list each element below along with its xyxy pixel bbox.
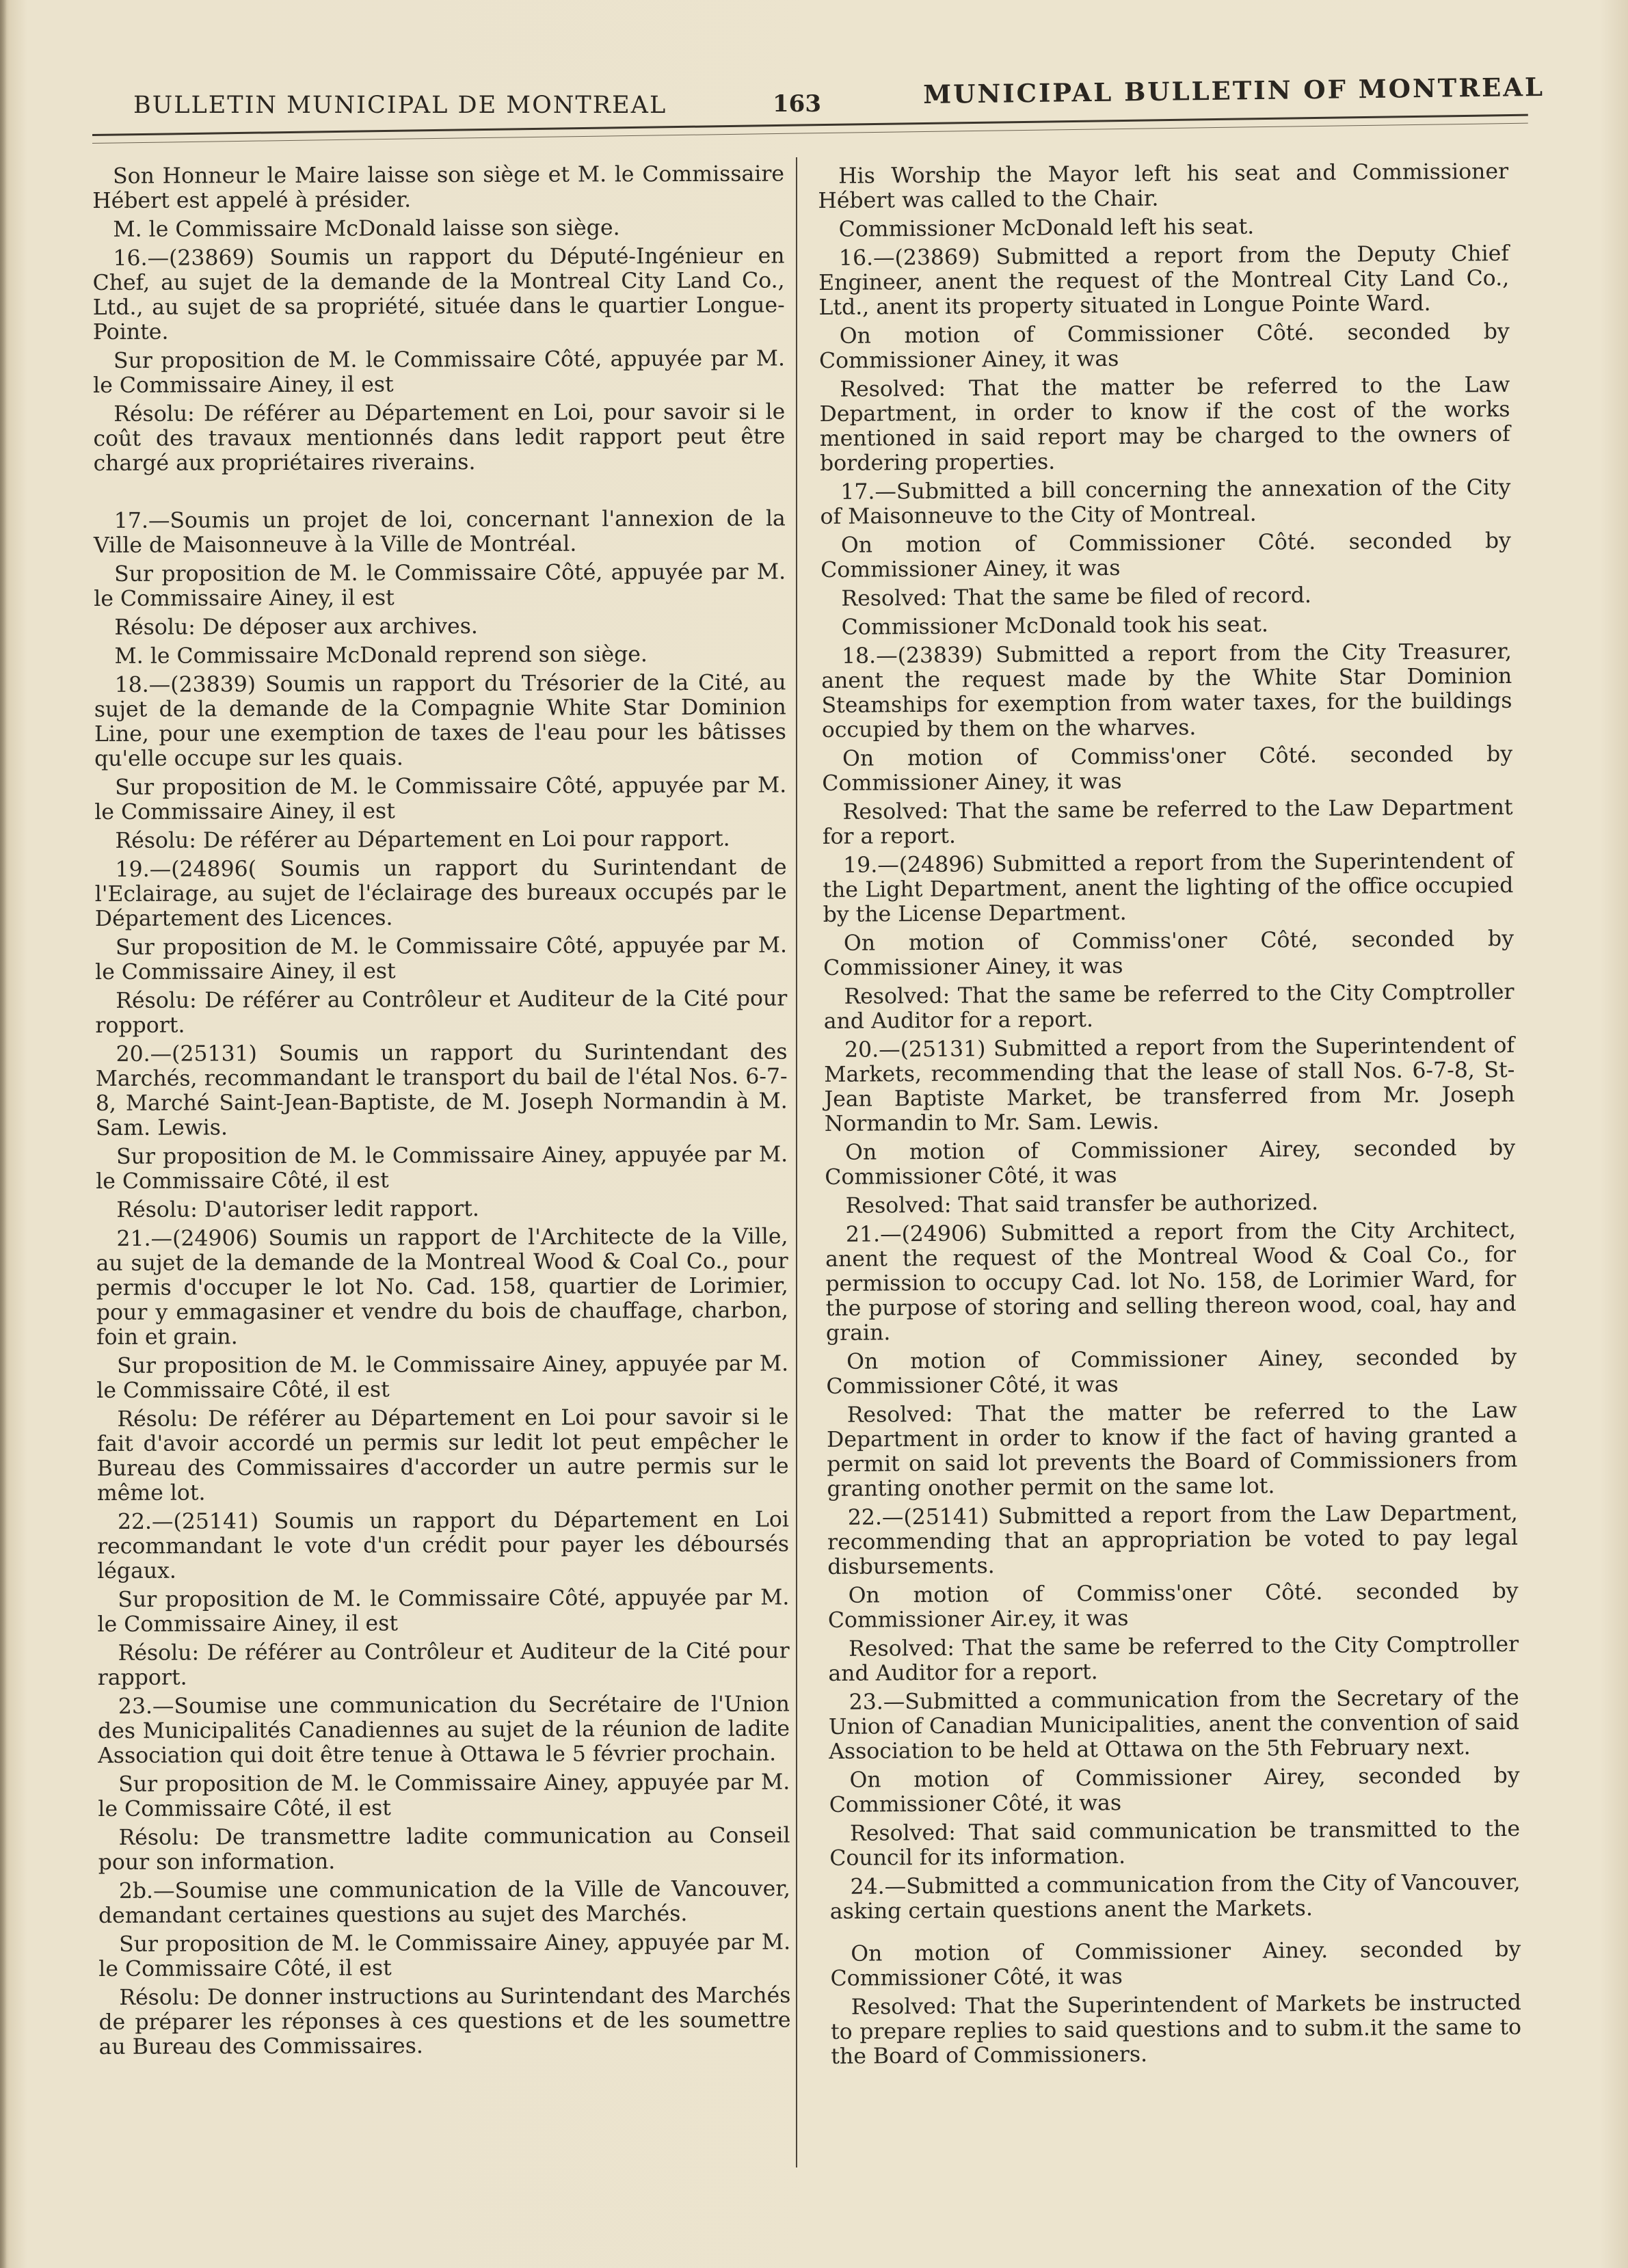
- en-paragraph: 22.—(25141) Submitted a report from the Law Department, recommending that an appropriation be voted to pay legal disbursements.: [827, 1500, 1519, 1579]
- fr-paragraph: 18.—(23839) Soumis un rapport du Trésorier de la Cité, au sujet de la demande de la Compagnie White Star Dominion Line, pour une exemption de taxes de l'eau pour les bâtisses qu'elle occupe sur les quais.: [94, 670, 786, 771]
- french-column: [92, 161, 791, 2064]
- fr-paragraph: Sur proposition de M. le Commissaire Ainey, appuyée par M. le Commissaire Côté, il est: [98, 1770, 790, 1822]
- en-paragraph: On motion of Commissioner Côté. seconded by Commissioner Ainey, it was: [818, 319, 1510, 373]
- en-paragraph: 20.—(25131) Submitted a report from the Superintendent of Markets, recommending that the lease of stall Nos. 6-7-8, St-Jean Baptiste Market, be transferred from Mr. Joseph Normandin to Mr. Sam. Lewis.: [824, 1032, 1515, 1136]
- page-number: 163: [773, 90, 821, 118]
- header-english-title: MUNICIPAL BULLETIN OF MONTREAL: [923, 71, 1545, 109]
- en-paragraph: Resolved: That the matter be referred to the Law Department, in order to know if the cost of the works mentioned in said report may be charged to the owners of bordering properties.: [819, 372, 1510, 476]
- fr-paragraph: Sur proposition de M. le Commissaire Côté, appuyée par M. le Commissaire Ainey, il est: [95, 933, 788, 985]
- fr-paragraph: 21.—(24906) Soumis un rapport de l'Architecte de la Ville, au sujet de la demande de la Montreal Wood & Coal Co., pour permis d'occuper le lot No. Cad. 158, quartier de Lorimier, pour y emmagasiner et vendre du bois de chauffage, charbon, foin et grain.: [96, 1224, 788, 1350]
- fr-paragraph: Résolu: De référer au Département en Loi pour rapport.: [115, 826, 730, 853]
- en-paragraph: Resolved: That the Superintendent of Markets be instructed to prepare replies to said questions and to subm.it the same to the Board of Commissioners.: [830, 1990, 1522, 2069]
- english-column: [818, 159, 1521, 2073]
- en-paragraph: 23.—Submitted a communication from the Secretary of the Union of Canadian Municipalities, anent the convention of said Association to be held at Ottawa on the 5th February next.: [828, 1685, 1520, 1764]
- en-paragraph: Resolved: That the same be filed of record.: [841, 583, 1312, 611]
- fr-paragraph: Sur proposition de M. le Commissaire Côté, appuyée par M. le Commissaire Ainey, il est: [94, 773, 787, 825]
- header-french-title: BULLETIN MUNICIPAL DE MONTREAL: [133, 92, 667, 119]
- fr-paragraph: Son Honneur le Maire laisse son siège et M. le Commissaire Hébert est appelé à présider.: [92, 161, 785, 213]
- en-paragraph: Resolved: That the matter be referred to the Law Department in order to know if the fact of having granted a permit on said lot prevents the Board of Commissioners from granting onother permit on the same lot.: [826, 1398, 1518, 1502]
- fr-paragraph: Résolu: De référer au Contrôleur et Auditeur de la Cité pour ropport.: [95, 986, 788, 1038]
- en-paragraph: On motion of Commiss'oner Côté. seconded by Commissioner Air.ey, it was: [827, 1578, 1519, 1633]
- en-paragraph: Resolved: That said communication be transmitted to the Council for its information.: [829, 1816, 1521, 1871]
- fr-paragraph: 20.—(25131) Soumis un rapport du Surintendant des Marchés, recommandant le transport du bail de l'étal Nos. 6-7-8, Marché Saint-Jean-Baptiste, de M. Joseph Normandin à M. Sam. Lewis.: [95, 1039, 788, 1140]
- fr-paragraph: Sur proposition de M. le Commissaire Ainey, appuyée par M. le Commissaire Côté, il est: [96, 1351, 789, 1403]
- en-paragraph: On motion of Commissioner Airey, seconded by Commissioner Côté, it was: [825, 1135, 1516, 1190]
- fr-paragraph: Sur proposition de M. le Commissaire Ainey, appuyée par M. le Commissaire Côté, il est: [96, 1142, 788, 1194]
- en-paragraph: Commissioner McDonald took his seat.: [841, 612, 1269, 640]
- fr-paragraph: M. le Commissaire McDonald laisse son siège.: [113, 215, 620, 242]
- en-paragraph: On motion of Commissioner Airey, seconded by Commissioner Côté, it was: [829, 1763, 1520, 1817]
- en-paragraph: Resolved: That the same be referred to the City Comptroller and Auditor for a report.: [828, 1631, 1519, 1686]
- en-paragraph: 19.—(24896) Submitted a report from the Superintendent of the Light Department, anent the lighting of the office occupied by the License Department.: [823, 848, 1514, 927]
- en-paragraph: His Worship the Mayor left his seat and Commissioner Hébert was called to the Chair.: [818, 159, 1509, 213]
- en-paragraph: On motion of Commiss'oner Côté, seconded by Commissioner Ainey, it was: [823, 926, 1514, 980]
- fr-paragraph: M. le Commissaire McDonald reprend son siège.: [114, 642, 648, 669]
- en-paragraph: Resolved: That the same be referred to the City Comptroller and Auditor for a report.: [823, 979, 1514, 1034]
- fr-paragraph: Résolu: De référer au Contrôleur et Auditeur de la Cité pour rapport.: [97, 1638, 790, 1690]
- en-paragraph: On motion of Commissioner Ainey, seconded by Commissioner Côté, it was: [826, 1344, 1517, 1399]
- column-divider: [796, 157, 797, 2167]
- fr-paragraph: Sur proposition de M. le Commissaire Côté, appuyée par M. le Commissaire Ainey, il est: [93, 346, 786, 398]
- fr-paragraph: 17.—Soumis un projet de loi, concernant l'annexion de la Ville de Maisonneuve à la Ville de Montréal.: [93, 506, 786, 558]
- fr-paragraph: Sur proposition de M. le Commissaire Ainey, appuyée par M. le Commissaire Côté, il est: [98, 1930, 791, 1982]
- en-paragraph: Resolved: That said transfer be authorized.: [845, 1190, 1319, 1218]
- en-paragraph: On motion of Commissioner Ainey. seconded by Commissioner Côté, it was: [830, 1936, 1521, 1991]
- fr-paragraph: Résolu: De donner instructions au Surintendant des Marchés de préparer les réponses à ces questions et de les soumettre au Bureau des Commissaires.: [98, 1983, 791, 2059]
- fr-paragraph: 2b.—Soumise une communication de la Ville de Vancouver, demandant certaines questions au sujet des Marchés.: [98, 1876, 790, 1928]
- en-paragraph: 18.—(23839) Submitted a report from the City Treasurer, anent the request made by the White Star Dominion Steamships for exemption from water taxes, for the buildings occupied by them on the wharves.: [821, 639, 1512, 743]
- page-header: [0, 71, 1628, 131]
- fr-paragraph: Sur proposition de M. le Commissaire Côté, appuyée par M. le Commissaire Ainey, il est: [97, 1585, 790, 1637]
- fr-paragraph: 19.—(24896( Soumis un rapport du Surintendant de l'Eclairage, au sujet de l'éclairage des bureaux occupés par le Département des Licences.: [94, 855, 787, 931]
- fr-paragraph: 16.—(23869) Soumis un rapport du Député-Ingénieur en Chef, au sujet de la demande de la Montreal City Land Co., Ltd., au sujet de sa propriété, située dans le quartier Longue-Pointe.: [92, 243, 785, 345]
- en-paragraph: 21.—(24906) Submitted a report from the City Architect, anent the request of the Montreal Wood & Coal Co., for permission to occupy Cad. lot No. 158, de Lorimier Ward, for the purpose of storing and selling thereon wood, coal, hay and grain.: [825, 1217, 1517, 1346]
- fr-paragraph: Résolu: De référer au Département en Loi pour savoir si le fait d'avoir accordé un permis sur ledit lot peut empêcher le Bureau des Commissaires d'accorder un autre permis sur le même lot.: [96, 1404, 789, 1506]
- fr-paragraph: 22.—(25141) Soumis un rapport du Département en Loi recommandant le vote d'un crédit pour payer les déboursés légaux.: [96, 1507, 790, 1584]
- fr-paragraph: Sur proposition de M. le Commissaire Côté, appuyée par M. le Commissaire Ainey, il est: [94, 559, 786, 611]
- fr-paragraph: Résolu: De transmettre ladite communication au Conseil pour son information.: [98, 1823, 790, 1875]
- fr-paragraph: Résolu: De référer au Département en Loi, pour savoir si le coût des travaux mentionnés dans ledit rapport peut être chargé aux propriétaires riverains.: [93, 399, 786, 476]
- en-paragraph: Commissioner McDonald left his seat.: [838, 214, 1255, 242]
- page-edge-shadow: [0, 0, 7, 2268]
- fr-paragraph: Résolu: De déposer aux archives.: [114, 614, 478, 640]
- en-paragraph: 24.—Submitted a communication from the City of Vancouver, asking certain questions anent the Markets.: [829, 1869, 1521, 1924]
- en-paragraph: On motion of Commiss'oner Côté. seconded by Commissioner Ainey, it was: [822, 741, 1513, 796]
- en-paragraph: 16.—(23869) Submitted a report from the Deputy Chief Engineer, anent the request of the Montreal City Land Co., Ltd., anent its property situated in Longue Pointe Ward.: [818, 241, 1510, 320]
- en-paragraph: On motion of Commissioner Côté. seconded by Commissioner Ainey, it was: [820, 528, 1511, 583]
- fr-paragraph: Résolu: D'autoriser ledit rapport.: [116, 1197, 479, 1223]
- en-paragraph: 17.—Submitted a bill concerning the annexation of the City of Maisonneuve to the City of Montreal.: [820, 475, 1511, 529]
- en-paragraph: Resolved: That the same be referred to the Law Department for a report.: [822, 795, 1513, 849]
- fr-paragraph: 23.—Soumise une communication du Secrétaire de l'Union des Municipalités Canadiennes au sujet de la réunion de ladite Association qui doit être tenue à Ottawa le 5 février prochain.: [97, 1692, 790, 1768]
